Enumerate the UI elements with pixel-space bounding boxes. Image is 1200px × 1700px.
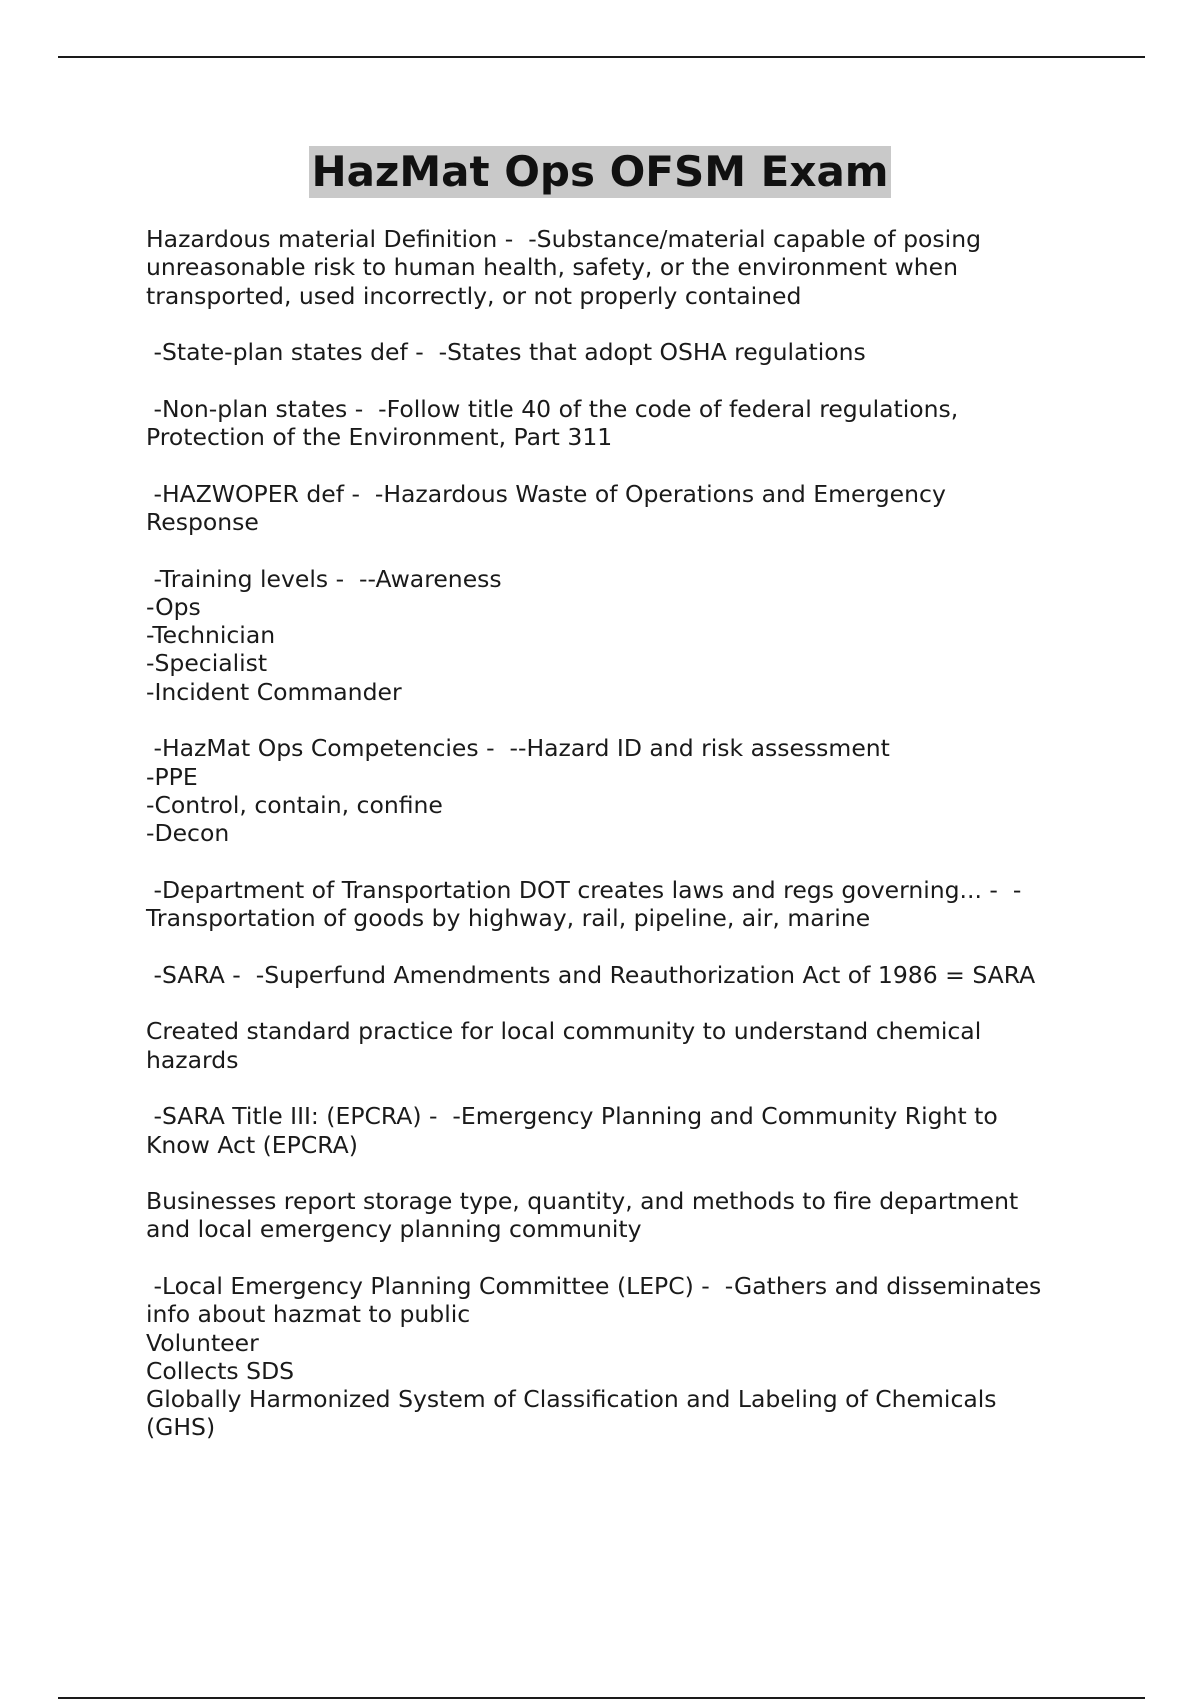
top-rule xyxy=(58,56,1145,58)
entry-text-line: -SARA - -Superfund Amendments and Reauthorization Act of 1986 = SARA xyxy=(146,960,1036,989)
entry-text-line: -Local Emergency Planning Committee (LEPC) - -Gathers and disseminates xyxy=(146,1271,1042,1300)
title-wrap xyxy=(0,146,1200,198)
entry-text-line: hazards xyxy=(146,1045,239,1074)
entry-text-line: Collects SDS xyxy=(146,1356,295,1385)
entry-text-line: Protection of the Environment, Part 311 xyxy=(146,423,613,452)
qa-entry xyxy=(146,1272,1086,1442)
entry-text-line: Volunteer xyxy=(146,1328,259,1357)
qa-entry xyxy=(146,225,1086,310)
qa-entry xyxy=(146,961,1086,989)
qa-entry xyxy=(146,1017,1086,1074)
entry-text-line: -Decon xyxy=(146,819,230,848)
qa-entry xyxy=(146,480,1086,537)
entry-text-line: Businesses report storage type, quantity, and methods to fire department xyxy=(146,1187,1019,1216)
entry-text-line: -Non-plan states - -Follow title 40 of the code of federal regulations, xyxy=(146,394,959,423)
entry-text-line: unreasonable risk to human health, safety, or the environment when xyxy=(146,253,959,282)
entry-text-line: -PPE xyxy=(146,762,198,791)
entry-text-line: -Department of Transportation DOT creates laws and regs governing... - - xyxy=(146,875,1022,904)
qa-entry xyxy=(146,1102,1086,1159)
entry-text-line: -Technician xyxy=(146,621,276,650)
entry-text-line: -State-plan states def - -States that adopt OSHA regulations xyxy=(146,338,866,367)
entry-text-line: Transportation of goods by highway, rail, pipeline, air, marine xyxy=(146,904,871,933)
qa-entry xyxy=(146,1187,1086,1244)
entry-text-line: -Specialist xyxy=(146,649,268,678)
entry-text-line: Know Act (EPCRA) xyxy=(146,1130,358,1159)
entry-text-line: -Incident Commander xyxy=(146,677,402,706)
document-title: HazMat Ops OFSM Exam xyxy=(311,147,889,196)
entry-text-line: Created standard practice for local community to understand chemical xyxy=(146,1017,982,1046)
qa-entry xyxy=(146,338,1086,366)
entry-text-line: transported, used incorrectly, or not properly contained xyxy=(146,281,802,310)
entry-text-line: -Training levels - --Awareness xyxy=(146,564,502,593)
qa-entry xyxy=(146,395,1086,452)
entry-text-line: (GHS) xyxy=(146,1413,216,1442)
entry-text-line: Hazardous material Definition - -Substance/material capable of posing xyxy=(146,225,982,253)
qa-entry xyxy=(146,565,1086,706)
entry-text-line: Globally Harmonized System of Classification and Labeling of Chemicals xyxy=(146,1385,997,1414)
entry-text-line: and local emergency planning community xyxy=(146,1215,642,1244)
document-body xyxy=(146,225,1086,1470)
entry-text-line: -SARA Title III: (EPCRA) - -Emergency Planning and Community Right to xyxy=(146,1102,998,1131)
entry-text-line: -Control, contain, confine xyxy=(146,790,443,819)
entry-text-line: -HAZWOPER def - -Hazardous Waste of Operations and Emergency xyxy=(146,479,946,508)
qa-entry xyxy=(146,876,1086,933)
bottom-rule xyxy=(58,1697,1145,1699)
entry-text-line: -HazMat Ops Competencies - --Hazard ID and risk assessment xyxy=(146,734,890,763)
entry-text-line: Response xyxy=(146,507,259,536)
qa-entry xyxy=(146,734,1086,847)
entry-text-line: info about hazmat to public xyxy=(146,1300,471,1329)
entry-text-line: -Ops xyxy=(146,592,201,621)
